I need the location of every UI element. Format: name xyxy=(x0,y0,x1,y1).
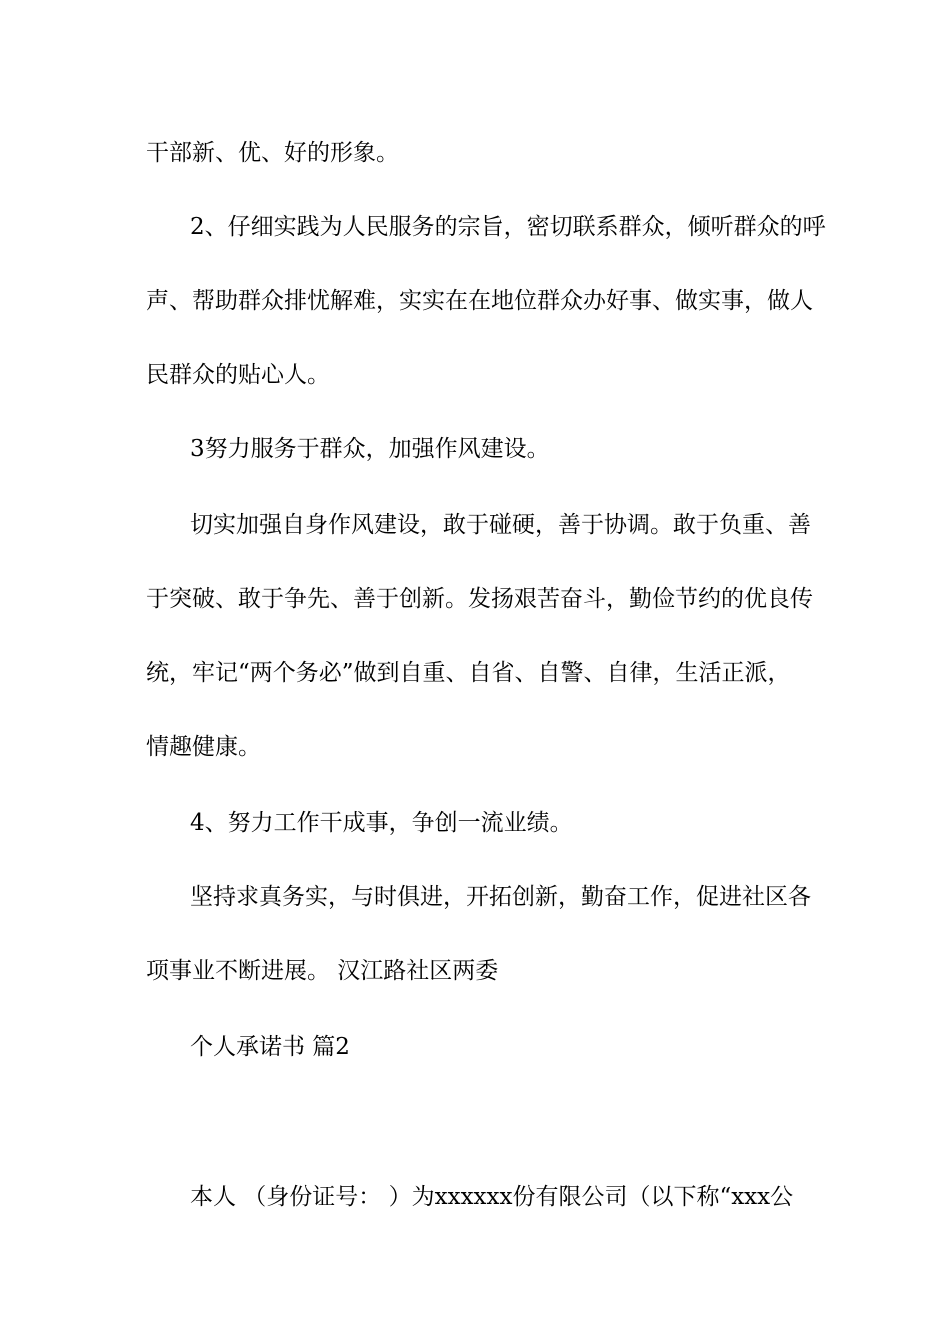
text-line-9: 情趣健康。 xyxy=(146,734,261,760)
text-line-1: 干部新、优、好的形象。 xyxy=(146,140,399,166)
text-line-11: 坚持求真务实，与时俱进，开拓创新，勤奋工作，促进社区各 xyxy=(190,884,811,910)
text-line-5: 3努力服务于群众，加强作风建设。 xyxy=(190,436,550,462)
text-line-12: 项事业不断进展。 汉江路社区两委 xyxy=(146,958,499,984)
text-line-2: 2、仔细实践为人民服务的宗旨，密切联系群众，倾听群众的呼 xyxy=(190,214,826,240)
text-line-4: 民群众的贴心人。 xyxy=(146,362,330,388)
text-line-14: 本人 （身份证号： ）为xxxxxx份有限公司（以下称“xxx公 xyxy=(190,1184,794,1210)
text-line-6: 切实加强自身作风建设，敢于碰硬，善于协调。敢于负重、善 xyxy=(190,512,811,538)
section-heading: 个人承诺书 篇2 xyxy=(190,1034,350,1060)
text-line-7: 于突破、敢于争先、善于创新。发扬艰苦奋斗，勤俭节约的优良传 xyxy=(146,586,813,612)
text-line-10: 4、努力工作干成事，争创一流业绩。 xyxy=(190,810,573,836)
text-line-3: 声、帮助群众排忧解难，实实在在地位群众办好事、做实事，做人 xyxy=(146,288,813,314)
text-line-8: 统，牢记“两个务必”做到自重、自省、自警、自律，生活正派， xyxy=(146,660,791,686)
